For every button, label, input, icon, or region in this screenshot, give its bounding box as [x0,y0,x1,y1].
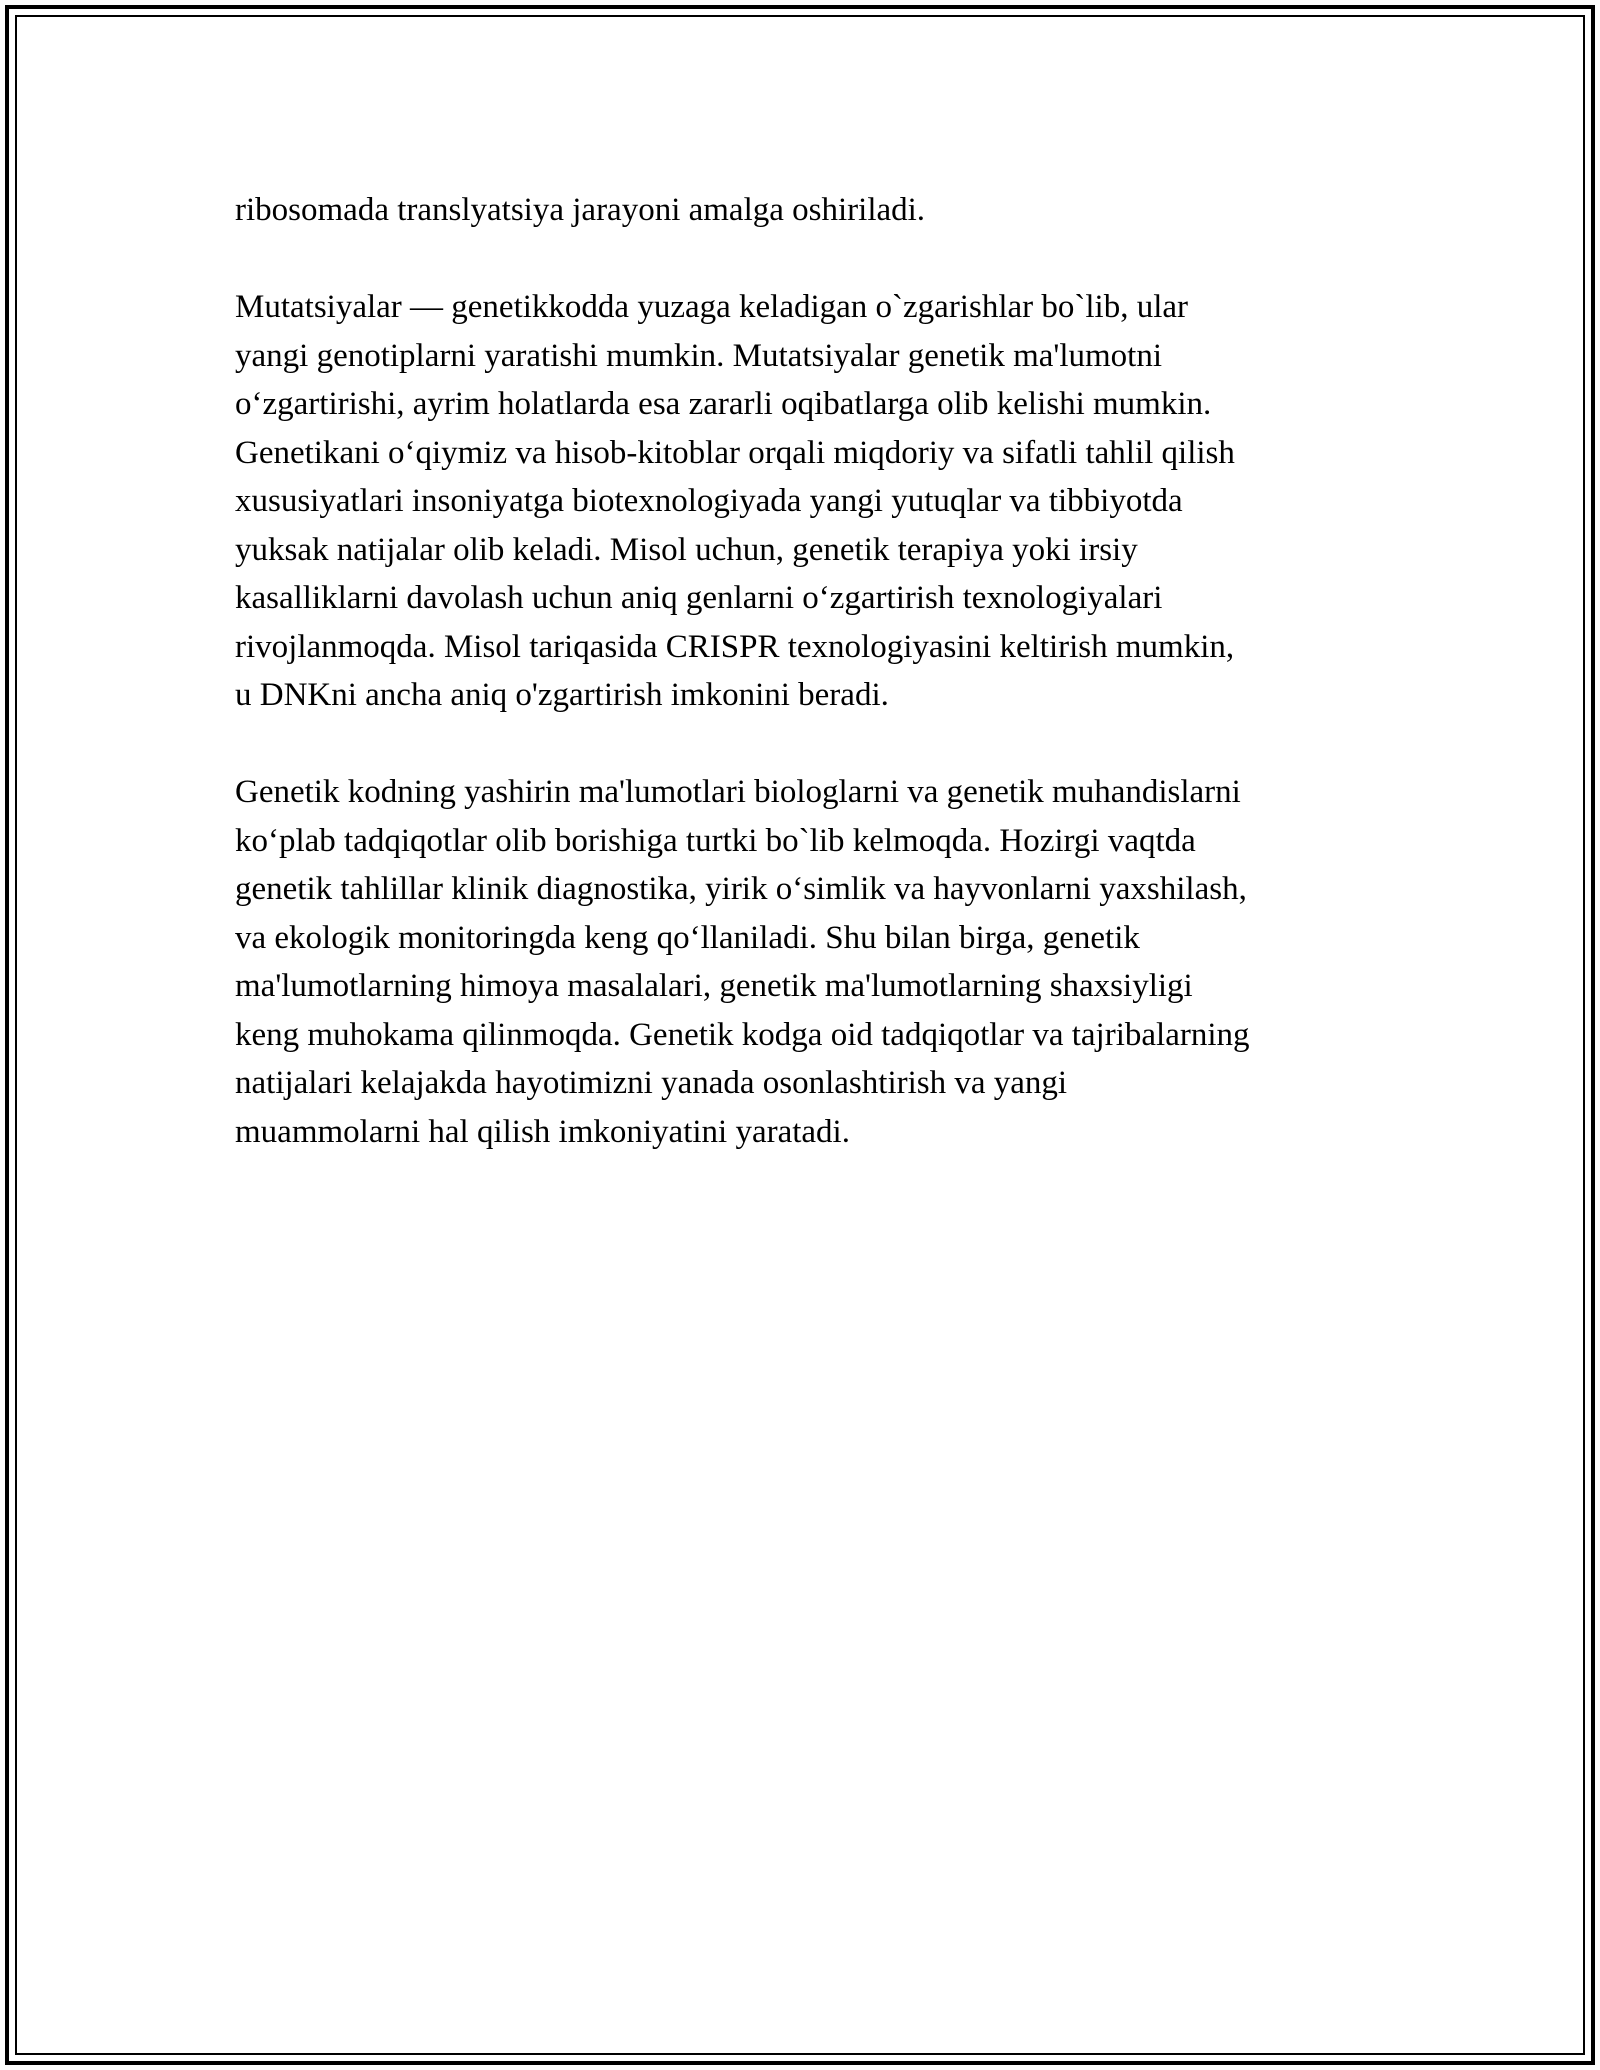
paragraph-3 [235,768,1375,1156]
text-line: va ekologik monitoringda keng qo‘llaniladi. Shu bilan birga, genetik [235,919,1140,956]
text-line: u DNKni ancha aniq o'zgartirish imkonini beradi. [235,677,889,713]
text-line: ko‘plab tadqiqotlar olib borishiga turtki bo`lib kelmoqda. Hozirgi vaqtda [235,822,1196,859]
text-line: o‘zgartirishi, ayrim holatlarda esa zararli oqibatlarga olib kelishi mumkin. [235,386,1212,422]
text-line: Genetik kodning yashirin ma'lumotlari biologlarni va genetik muhandislarni [235,774,1241,810]
text-line: xususiyatlari insoniyatga biotexnologiyada yangi yutuqlar va tibbiyotda [235,483,1183,519]
text-line: keng muhokama qilinmoqda. Genetik kodga oid tadqiqotlar va tajribalarning [235,1016,1250,1053]
text-line: ribosomada translyatsiya jarayoni amalga oshiriladi. [235,192,926,228]
text-line: muammolarni hal qilish imkoniyatini yaratadi. [235,1113,850,1150]
paragraph-1 [235,186,1375,235]
text-line: yangi genotiplarni yaratishi mumkin. Mutatsiyalar genetik ma'lumotni [235,337,1163,374]
paragraph-2 [235,283,1375,720]
text-line: rivojlanmoqda. Misol tariqasida CRISPR texnologiyasini keltirish mumkin, [235,628,1235,665]
text-line: natijalari kelajakda hayotimizni yanada osonlashtirish va yangi [235,1065,1068,1101]
text-line: kasalliklarni davolash uchun aniq genlarni o‘zgartirish texnologiyalari [235,580,1163,616]
document-body [235,186,1375,1205]
text-line: genetik tahlillar klinik diagnostika, yirik o‘simlik va hayvonlarni yaxshilash, [235,871,1247,907]
text-line: Mutatsiyalar — genetikkodda yuzaga keladigan o`zgarishlar bo`lib, ular [235,289,1189,325]
text-line: yuksak natijalar olib keladi. Misol uchun, genetik terapiya yoki irsiy [235,531,1138,568]
text-line: Genetikani o‘qiymiz va hisob-kitoblar orqali miqdoriy va sifatli tahlil qilish [235,434,1235,471]
text-line: ma'lumotlarning himoya masalalari, genetik ma'lumotlarning shaxsiyligi [235,968,1193,1004]
